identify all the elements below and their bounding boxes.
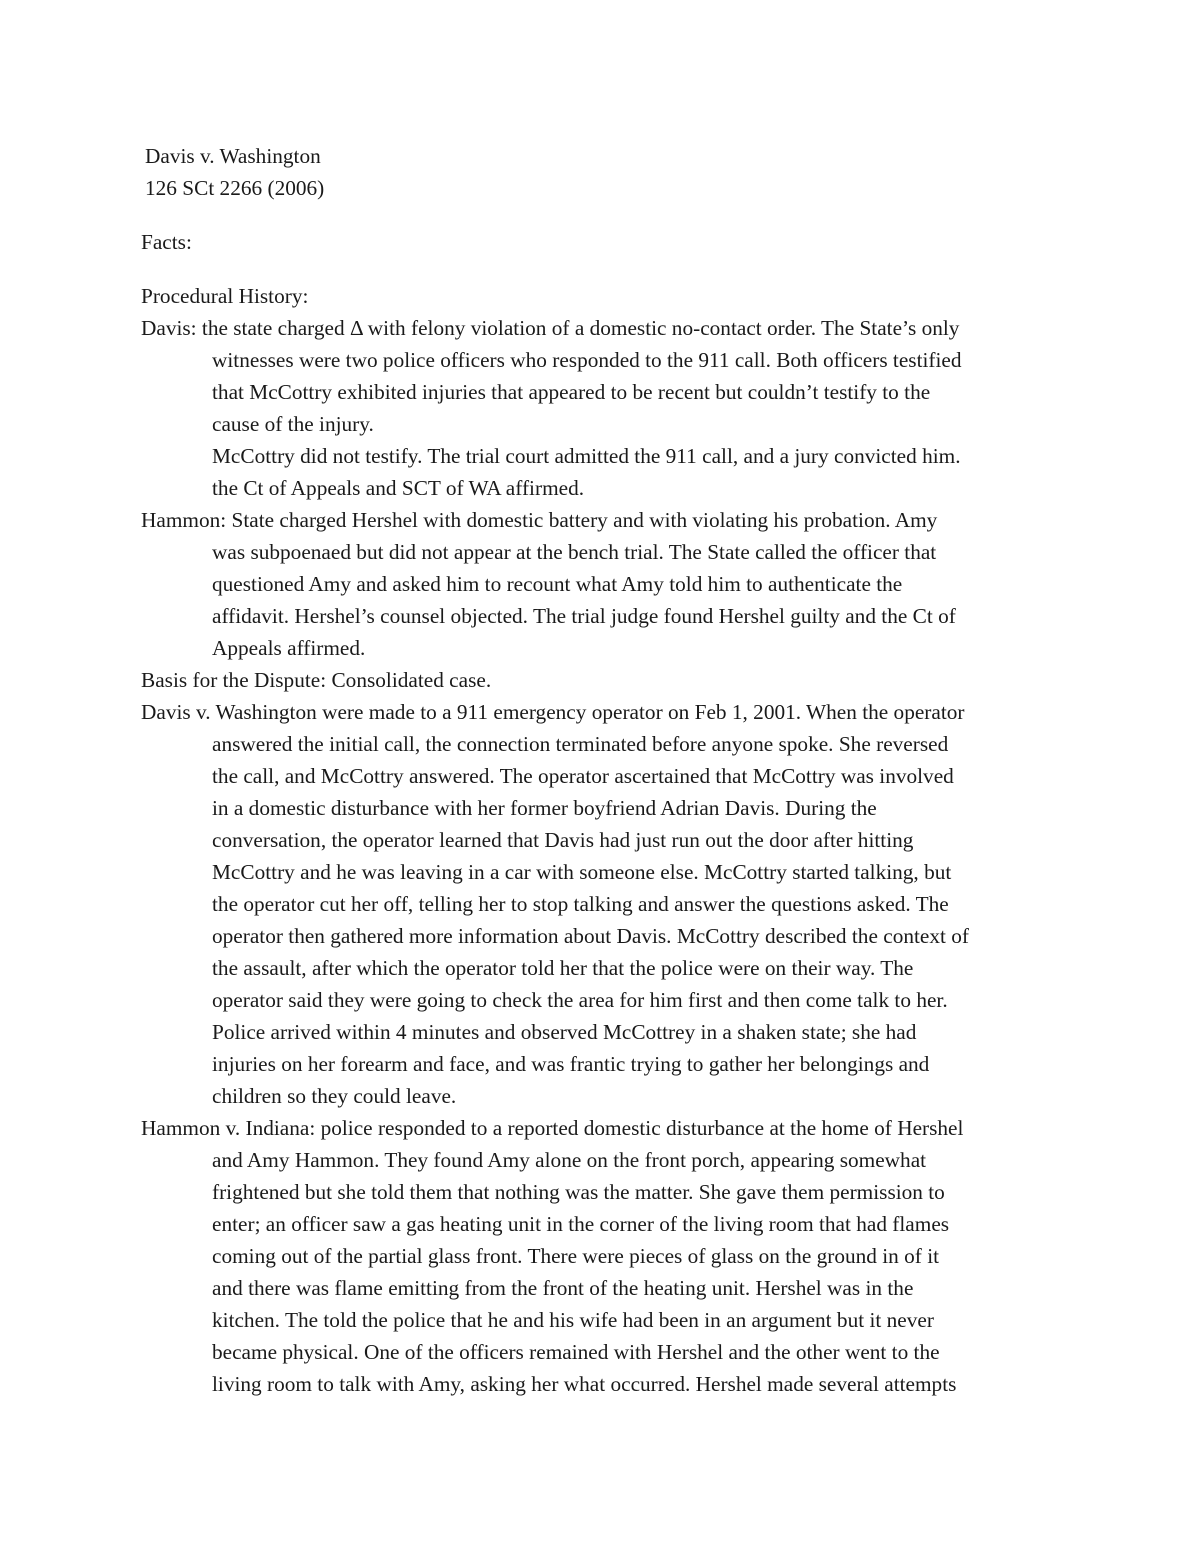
paragraph-line: and Amy Hammon. They found Amy alone on the front porch, appearing somewhat (212, 1148, 927, 1172)
facts-heading: Facts: (141, 230, 192, 254)
paragraph-line: affidavit. Hershel’s counsel objected. The trial judge found Hershel guilty and the Ct of (212, 604, 956, 628)
paragraph-line: conversation, the operator learned that Davis had just run out the door after hitting (212, 828, 914, 852)
case-title: Davis v. Washington (145, 144, 321, 168)
paragraph-line: the Ct of Appeals and SCT of WA affirmed. (212, 476, 585, 500)
hammon-facts-paragraph (141, 1112, 1061, 1400)
paragraph-line: the assault, after which the operator told her that the police were on their way. The (212, 956, 914, 980)
paragraph-line: cause of the injury. (212, 412, 374, 436)
case-citation: 126 SCt 2266 (2006) (145, 176, 325, 200)
paragraph-line: kitchen. The told the police that he and his wife had been in an argument but it never (212, 1308, 934, 1332)
paragraph-line: witnesses were two police officers who responded to the 911 call. Both officers testified (212, 348, 962, 372)
paragraph-line: answered the initial call, the connection terminated before anyone spoke. She reversed (212, 732, 949, 756)
paragraph-line: in a domestic disturbance with her former boyfriend Adrian Davis. During the (212, 796, 877, 820)
document-body (141, 140, 1061, 1400)
paragraph-line: frightened but she told them that nothing was the matter. She gave them permission to (212, 1180, 945, 1204)
paragraph-line: living room to talk with Amy, asking her what occurred. Hershel made several attempts (212, 1372, 957, 1396)
paragraph-line: injuries on her forearm and face, and was frantic trying to gather her belongings and (212, 1052, 930, 1076)
paragraph-line: became physical. One of the officers remained with Hershel and the other went to the (212, 1340, 940, 1364)
paragraph-line: children so they could leave. (212, 1084, 457, 1108)
paragraph-line: Davis v. Washington were made to a 911 emergency operator on Feb 1, 2001. When the operator (141, 700, 965, 724)
paragraph-line: Police arrived within 4 minutes and observed McCottrey in a shaken state; she had (212, 1020, 917, 1044)
paragraph-line: McCottry did not testify. The trial court admitted the 911 call, and a jury convicted him. (212, 444, 961, 468)
paragraph-line: Appeals affirmed. (212, 636, 366, 660)
paragraph-line: that McCottry exhibited injuries that appeared to be recent but couldn’t testify to the (212, 380, 931, 404)
paragraph-line: McCottry and he was leaving in a car with someone else. McCottry started talking, but (212, 860, 952, 884)
paragraph-line: Davis: the state charged Δ with felony violation of a domestic no-contact order. The State’s only (141, 316, 960, 340)
paragraph-line: the operator cut her off, telling her to stop talking and answer the questions asked. The (212, 892, 949, 916)
davis-procedural-paragraph (141, 312, 1061, 504)
davis-facts-paragraph (141, 696, 1061, 1112)
paragraph-line: and there was flame emitting from the front of the heating unit. Hershel was in the (212, 1276, 914, 1300)
paragraph-line: operator then gathered more information about Davis. McCottry described the context of (212, 924, 969, 948)
paragraph-line: operator said they were going to check the area for him first and then come talk to her. (212, 988, 948, 1012)
paragraph-line: enter; an officer saw a gas heating unit in the corner of the living room that had flames (212, 1212, 950, 1236)
procedural-history-heading: Procedural History: (141, 284, 309, 308)
hammon-procedural-paragraph (141, 504, 1061, 664)
paragraph-line: questioned Amy and asked him to recount what Amy told him to authenticate the (212, 572, 903, 596)
paragraph-line: was subpoenaed but did not appear at the bench trial. The State called the officer that (212, 540, 937, 564)
paragraph-line: Hammon v. Indiana: police responded to a reported domestic disturbance at the home of Hershel (141, 1116, 964, 1140)
paragraph-line: Hammon: State charged Hershel with domestic battery and with violating his probation. Amy (141, 508, 938, 532)
paragraph-line: coming out of the partial glass front. There were pieces of glass on the ground in of it (212, 1244, 940, 1268)
paragraph-line: the call, and McCottry answered. The operator ascertained that McCottry was involved (212, 764, 954, 788)
basis-for-dispute: Basis for the Dispute: Consolidated case. (141, 668, 492, 692)
